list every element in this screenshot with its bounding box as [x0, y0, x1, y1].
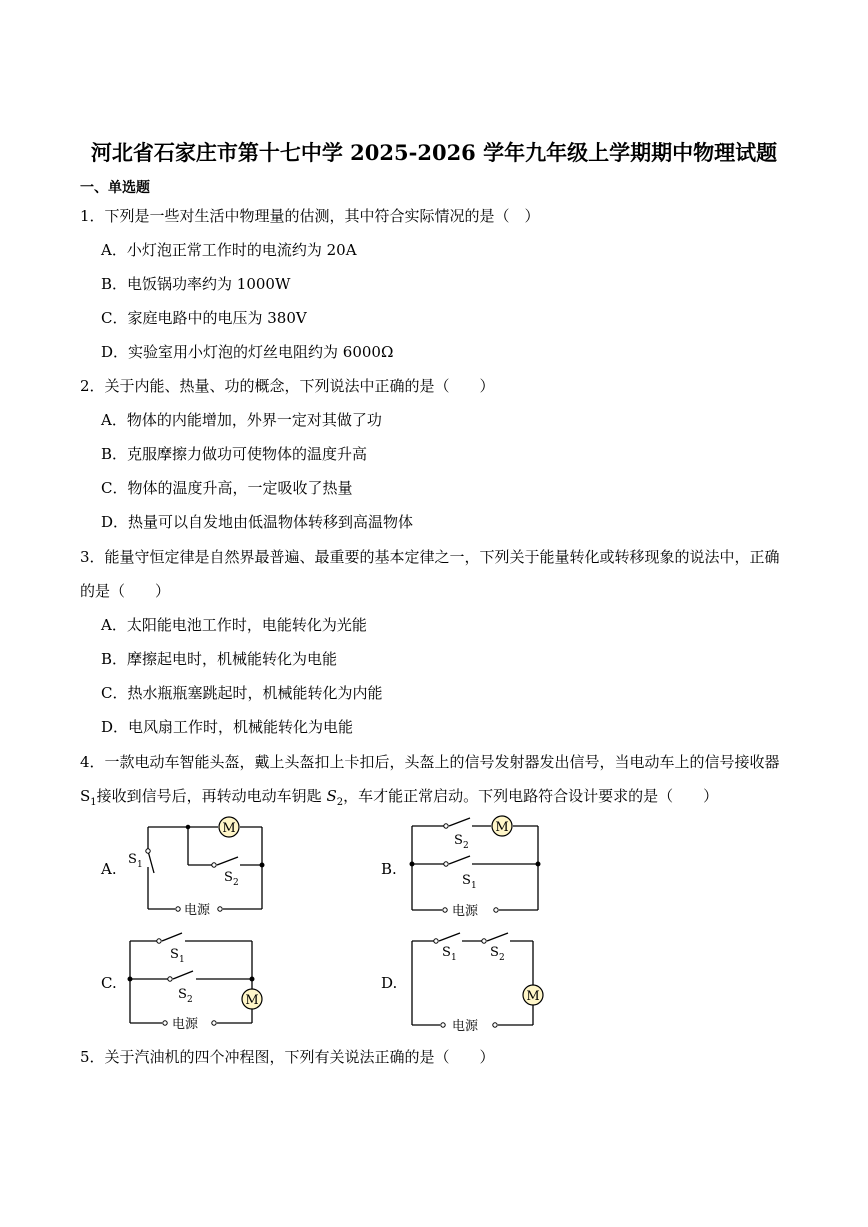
s1-label: S: [462, 873, 471, 888]
motor-label: M: [222, 821, 236, 836]
circuit-diagram-a: [120, 815, 280, 915]
question-5-stem: 5．关于汽油机的四个冲程图，下列有关说法正确的是（ ）: [80, 1048, 495, 1066]
power-label: 电源: [452, 904, 479, 919]
s2-subscript: 2: [336, 797, 344, 808]
s2-label: S: [178, 987, 187, 1002]
s2-label-sub: 2: [463, 841, 469, 851]
s1-label-sub: 1: [451, 953, 457, 963]
diagram-d-letter: D.: [381, 974, 398, 992]
diagram-a-letter: A.: [101, 860, 117, 878]
stem-mid-text: 接收到信号后，再转动电动车钥匙: [96, 787, 327, 805]
question-4-stem-line2: [80, 785, 718, 808]
power-label: 电源: [452, 1019, 479, 1034]
diagram-c-letter: C.: [101, 974, 117, 992]
question-1-option-a: A．小灯泡正常工作时的电流约为 20A: [101, 241, 357, 259]
question-3-option-b: B．摩擦起电时，机械能转化为电能: [101, 650, 338, 668]
s2-symbol: S: [326, 787, 337, 805]
question-4-stem-line1: 4．一款电动车智能头盔，戴上头盔扣上卡扣后，头盔上的信号发射器发出信号，当电动车上的信号接收器: [80, 753, 780, 771]
question-3-stem-line1: 3．能量守恒定律是自然界最普遍、最重要的基本定律之一，下列关于能量转化或转移现象的说法中，正确: [80, 548, 780, 566]
circuit-diagram-b: [402, 812, 552, 924]
question-1-stem: 1．下列是一些对生活中物理量的估测，其中符合实际情况的是（ ）: [80, 207, 540, 225]
s2-label-sub: 2: [233, 878, 239, 888]
s2-label-sub: 2: [187, 995, 193, 1005]
question-3-option-d: D．电风扇工作时，机械能转化为电能: [101, 718, 354, 736]
question-1-option-c: C．家庭电路中的电压为 380V: [101, 309, 307, 327]
motor-label: M: [526, 989, 540, 1004]
question-1-option-b: B．电饭锅功率约为 1000W: [101, 275, 291, 293]
circuit-diagram-c: [120, 928, 270, 1036]
question-2-option-d: D．热量可以自发地由低温物体转移到高温物体: [101, 513, 414, 531]
s1-label-sub: 1: [471, 881, 477, 891]
motor-label: M: [245, 993, 259, 1008]
s1-label-sub: 1: [137, 860, 143, 870]
s2-label-sub: 2: [499, 953, 505, 963]
s1-symbol: S: [80, 787, 91, 805]
s1-label: S: [128, 852, 137, 867]
section-heading: 一、单选题: [80, 180, 150, 196]
question-2-option-b: B．克服摩擦力做功可使物体的温度升高: [101, 445, 368, 463]
page-title: 河北省石家庄市第十七中学 2025-2026 学年九年级上学期期中物理试题: [90, 140, 778, 165]
question-3-option-c: C．热水瓶瓶塞跳起时，机械能转化为内能: [101, 684, 383, 702]
motor-label: M: [495, 820, 509, 835]
question-2-stem: 2．关于内能、热量、功的概念，下列说法中正确的是（ ）: [80, 377, 495, 395]
question-2-option-a: A．物体的内能增加，外界一定对其做了功: [101, 411, 382, 429]
s1-subscript: 1: [90, 797, 97, 808]
s1-label: S: [170, 947, 179, 962]
s2-label: S: [490, 945, 499, 960]
question-2-option-c: C．物体的温度升高，一定吸收了热量: [101, 479, 353, 497]
question-1-option-d: D．实验室用小灯泡的灯丝电阻约为 6000Ω: [101, 343, 394, 361]
power-label: 电源: [184, 903, 211, 915]
question-3-option-a: A．太阳能电池工作时，电能转化为光能: [101, 616, 367, 634]
power-label: 电源: [172, 1017, 199, 1032]
diagram-b-letter: B.: [381, 860, 397, 878]
s2-label: S: [454, 833, 463, 848]
s2-label: S: [224, 870, 233, 885]
s1-label-sub: 1: [179, 955, 185, 965]
question-3-stem-line2: 的是（ ）: [80, 582, 171, 600]
circuit-diagram-d: [402, 926, 552, 1036]
stem-suffix-text: ，车才能正常启动。下列电路符合设计要求的是（ ）: [343, 787, 719, 805]
s1-label: S: [442, 945, 451, 960]
